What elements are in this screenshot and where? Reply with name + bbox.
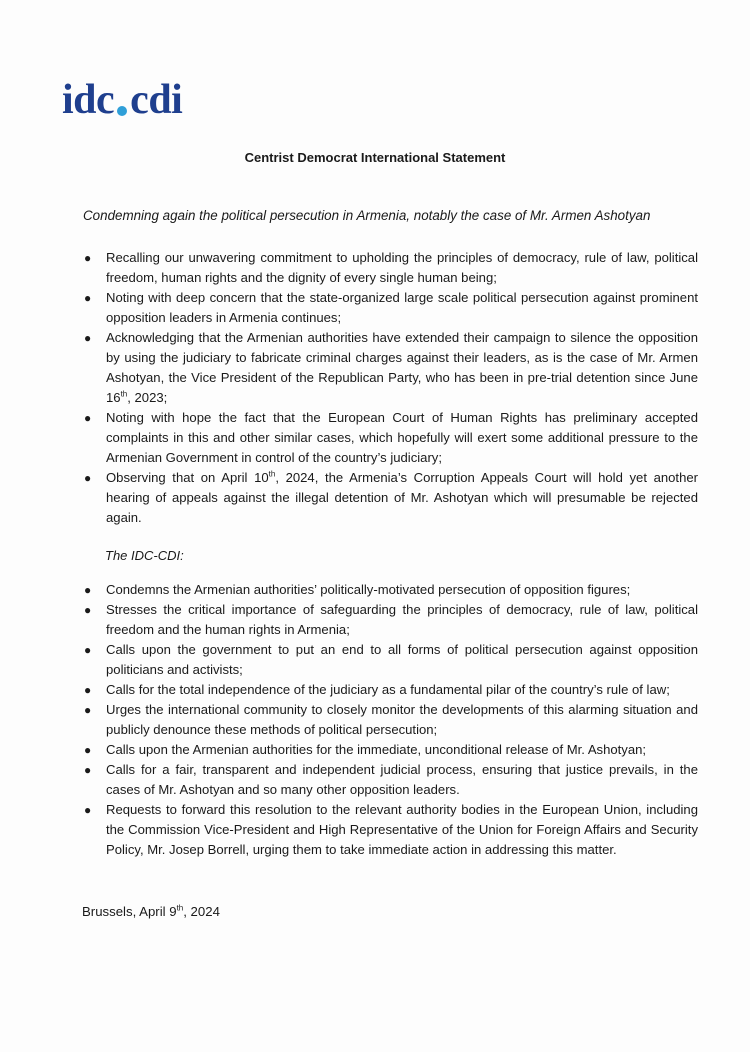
- list-item: [82, 800, 698, 860]
- bullet-icon: ●: [84, 683, 92, 697]
- preamble-text: Noting with deep concern that the state-organized large scale political persecution against prominent opposition leaders in Armenia continues;: [106, 290, 698, 325]
- place-date: Brussels, April 9th, 2024: [82, 903, 220, 919]
- list-item: [82, 740, 698, 760]
- preamble-text: Observing that on April 10th, 2024, the Armenia’s Corruption Appeals Court will hold yet another hearing of appeals against the illegal detention of Mr. Ashotyan which will presumable be rejected again.: [106, 469, 698, 525]
- list-item: [82, 600, 698, 640]
- bullet-icon: ●: [84, 743, 92, 757]
- list-item: [82, 288, 698, 328]
- list-item: [82, 248, 698, 288]
- statement-subtitle: Condemning again the political persecution in Armenia, notably the case of Mr. Armen Ashotyan: [83, 208, 651, 223]
- resolution-text: Calls upon the government to put an end to all forms of political persecution against opposition politicians and activists;: [106, 642, 698, 677]
- resolution-text: Calls for the total independence of the judiciary as a fundamental pilar of the country’s rule of law;: [106, 682, 670, 697]
- preamble-list: [82, 248, 698, 528]
- list-item: [82, 680, 698, 700]
- bullet-icon: ●: [84, 251, 92, 265]
- logo-text-left: idc: [62, 77, 115, 123]
- resolution-text: Requests to forward this resolution to the relevant authority bodies in the European Union, including the Commission Vice-President and High Representative of the Union for Foreign Affairs and Security Policy, Mr. Josep Borrell, urging them to take immediate action in addressing this matter.: [106, 802, 698, 857]
- resolution-text: Calls for a fair, transparent and independent judicial process, ensuring that justice prevails, in the cases of Mr. Ashotyan and so many other opposition leaders.: [106, 762, 698, 797]
- logo-text-right: cdi: [130, 77, 183, 123]
- resolution-text: Condemns the Armenian authorities’ politically-motivated persecution of opposition figures;: [106, 582, 631, 597]
- bullet-icon: ●: [84, 703, 92, 717]
- list-item: [82, 640, 698, 680]
- bullet-icon: ●: [84, 583, 92, 597]
- bullet-icon: ●: [84, 411, 92, 425]
- list-item: [82, 760, 698, 800]
- bullet-icon: ●: [84, 643, 92, 657]
- bullet-icon: ●: [84, 471, 92, 485]
- section-label: The IDC-CDI:: [105, 548, 184, 563]
- list-item: [82, 580, 698, 600]
- resolution-text: Urges the international community to closely monitor the developments of this alarming situation and publicly denounce these methods of political persecution;: [106, 702, 698, 737]
- bullet-icon: ●: [84, 331, 92, 345]
- preamble-text: Noting with hope the fact that the European Court of Human Rights has preliminary accepted complaints in this and other similar cases, which hopefully will exert some additional pressure to the Armenian Government in control of the country’s judiciary;: [106, 410, 698, 465]
- list-item: [82, 328, 698, 408]
- list-item: [82, 468, 698, 528]
- idc-cdi-logo: [62, 76, 182, 124]
- bullet-icon: ●: [84, 803, 92, 817]
- resolution-text: Calls upon the Armenian authorities for the immediate, unconditional release of Mr. Ashotyan;: [106, 742, 647, 757]
- preamble-text: Acknowledging that the Armenian authorities have extended their campaign to silence the opposition by using the judiciary to fabricate criminal charges against their leaders, as is the case of Mr. Armen Ashotyan, the Vice President of the Republican Party, who has been in pre-trial detention since June 16th, 2023;: [106, 330, 698, 405]
- statement-title: Centrist Democrat International Statement: [244, 150, 506, 165]
- list-item: [82, 700, 698, 740]
- list-item: [82, 408, 698, 468]
- resolutions-list: [82, 580, 698, 860]
- bullet-icon: ●: [84, 763, 92, 777]
- dot-icon: [117, 106, 127, 116]
- bullet-icon: ●: [84, 291, 92, 305]
- preamble-text: Recalling our unwavering commitment to upholding the principles of democracy, rule of law, political freedom, human rights and the dignity of every single human being;: [106, 250, 698, 285]
- resolution-text: Stresses the critical importance of safeguarding the principles of democracy, rule of law, political freedom and the human rights in Armenia;: [106, 602, 698, 637]
- bullet-icon: ●: [84, 603, 92, 617]
